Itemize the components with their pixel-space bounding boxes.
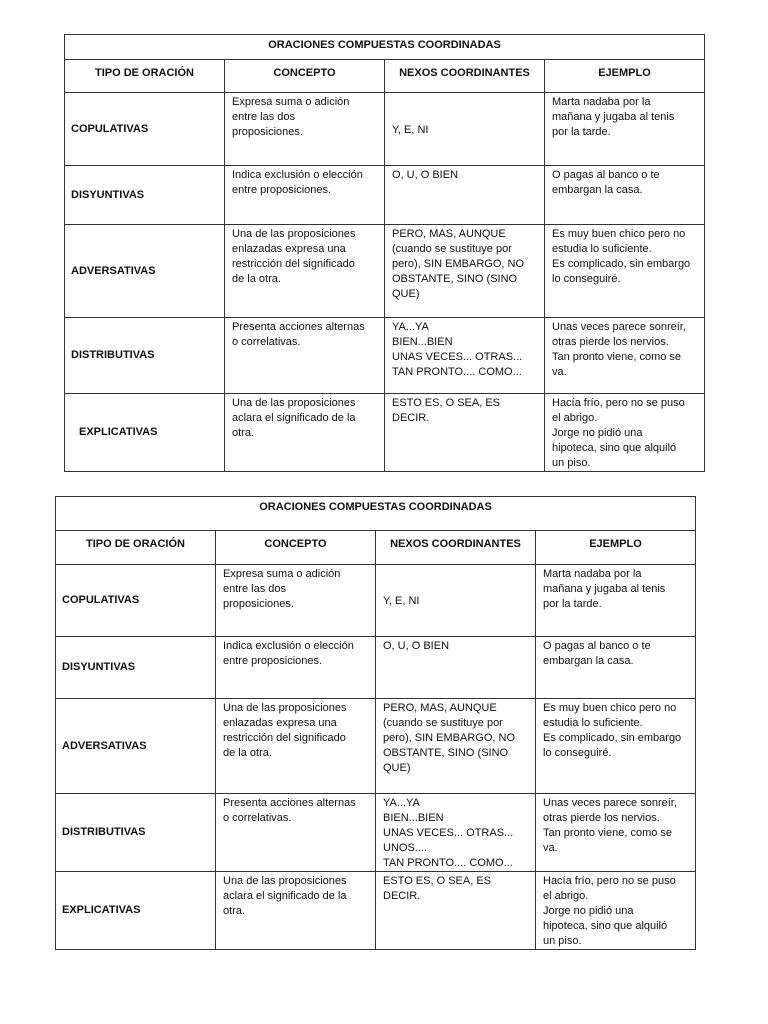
nexos-cell: YA...YA BIEN...BIEN UNAS VECES... OTRAS... UNOS.... TAN PRONTO.... COMO...	[376, 794, 536, 872]
nexos-cell: ESTO ES, O SEA, ES DECIR.	[385, 394, 545, 472]
tipo-cell: COPULATIVAS	[56, 565, 216, 637]
header-nexos: NEXOS COORDINANTES	[376, 531, 536, 565]
ejemplo-cell: Marta nadaba por la mañana y jugaba al tenis por la tarde.	[536, 565, 696, 637]
tipo-cell: DISTRIBUTIVAS	[56, 794, 216, 872]
concepto-cell: Indica exclusión o elección entre proposiciones.	[225, 166, 385, 225]
table-row	[56, 637, 696, 699]
tipo-cell: DISTRIBUTIVAS	[65, 318, 225, 394]
header-tipo: TIPO DE ORACIÓN	[65, 60, 225, 93]
table-row	[56, 699, 696, 794]
ejemplo-cell: O pagas al banco o te embargan la casa.	[545, 166, 705, 225]
header-tipo: TIPO DE ORACIÓN	[56, 531, 216, 565]
table-row	[65, 394, 705, 472]
concepto-cell: Expresa suma o adición entre las dos proposiciones.	[216, 565, 376, 637]
nexos-cell: ESTO ES, O SEA, ES DECIR.	[376, 872, 536, 950]
tipo-cell: DISYUNTIVAS	[56, 637, 216, 699]
concepto-cell: Una de las proposiciones enlazadas expresa una restricción del significado de la otra.	[216, 699, 376, 794]
nexos-cell: YA...YA BIEN...BIEN UNAS VECES... OTRAS... TAN PRONTO.... COMO...	[385, 318, 545, 394]
table-title: ORACIONES COMPUESTAS COORDINADAS	[56, 497, 696, 531]
tipo-cell: EXPLICATIVAS	[56, 872, 216, 950]
ejemplo-cell: Hacía frío, pero no se puso el abrigo. Jorge no pidió una hipoteca, sino que alquiló un piso.	[536, 872, 696, 950]
concepto-cell: Presenta acciones alternas o correlativas.	[216, 794, 376, 872]
table-row	[56, 565, 696, 637]
nexos-cell: O, U, O BIEN	[385, 166, 545, 225]
table-title: ORACIONES COMPUESTAS COORDINADAS	[65, 35, 705, 60]
table-row	[65, 93, 705, 166]
tipo-cell: DISYUNTIVAS	[65, 166, 225, 225]
nexos-cell: O, U, O BIEN	[376, 637, 536, 699]
tipo-cell: ADVERSATIVAS	[65, 225, 225, 318]
header-nexos: NEXOS COORDINANTES	[385, 60, 545, 93]
coordinated-sentences-table-1	[64, 34, 705, 472]
ejemplo-cell: Es muy buen chico pero no estudia lo suficiente. Es complicado, sin embargo lo conseguiré.	[545, 225, 705, 318]
ejemplo-cell: Hacía frío, pero no se puso el abrigo. Jorge no pidió una hipoteca, sino que alquiló un piso.	[545, 394, 705, 472]
header-ejemplo: EJEMPLO	[536, 531, 696, 565]
nexos-cell: PERO, MAS, AUNQUE (cuando se sustituye por pero), SIN EMBARGO, NO OBSTANTE, SINO (SINO QUE)	[385, 225, 545, 318]
tipo-cell: EXPLICATIVAS	[65, 394, 225, 472]
concepto-cell: Expresa suma o adición entre las dos proposiciones.	[225, 93, 385, 166]
table-row	[56, 872, 696, 950]
coordinated-sentences-table-2	[55, 496, 696, 950]
table-row	[65, 318, 705, 394]
nexos-cell: PERO, MAS, AUNQUE (cuando se sustituye por pero), SIN EMBARGO, NO OBSTANTE, SINO (SINO QUE)	[376, 699, 536, 794]
ejemplo-cell: Unas veces parece sonreír, otras pierde los nervios. Tan pronto viene, como se va.	[536, 794, 696, 872]
table-row	[65, 225, 705, 318]
table-row	[65, 166, 705, 225]
table-row	[56, 794, 696, 872]
header-concepto: CONCEPTO	[216, 531, 376, 565]
nexos-cell: Y, E, NI	[385, 93, 545, 166]
header-ejemplo: EJEMPLO	[545, 60, 705, 93]
tipo-cell: ADVERSATIVAS	[56, 699, 216, 794]
concepto-cell: Presenta acciones alternas o correlativas.	[225, 318, 385, 394]
ejemplo-cell: Unas veces parece sonreír, otras pierde los nervios. Tan pronto viene, como se va.	[545, 318, 705, 394]
concepto-cell: Una de las proposiciones enlazadas expresa una restricción del significado de la otra.	[225, 225, 385, 318]
tipo-cell: COPULATIVAS	[65, 93, 225, 166]
concepto-cell: Una de las proposiciones aclara el significado de la otra.	[225, 394, 385, 472]
concepto-cell: Indica exclusión o elección entre proposiciones.	[216, 637, 376, 699]
ejemplo-cell: Marta nadaba por la mañana y jugaba al tenis por la tarde.	[545, 93, 705, 166]
nexos-cell: Y, E, NI	[376, 565, 536, 637]
ejemplo-cell: O pagas al banco o te embargan la casa.	[536, 637, 696, 699]
concepto-cell: Una de las proposiciones aclara el significado de la otra.	[216, 872, 376, 950]
ejemplo-cell: Es muy buen chico pero no estudia lo suficiente. Es complicado, sin embargo lo conseguiré.	[536, 699, 696, 794]
header-concepto: CONCEPTO	[225, 60, 385, 93]
